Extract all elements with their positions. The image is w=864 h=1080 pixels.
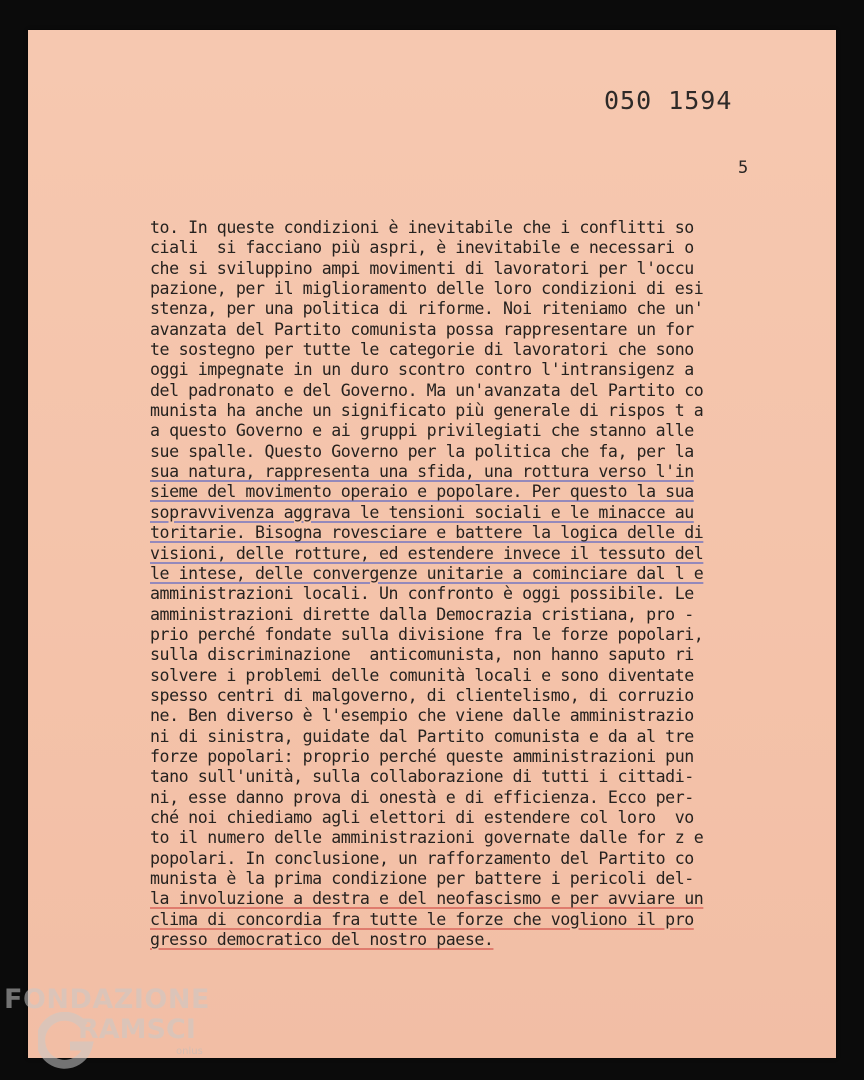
text-line: ni, esse danno prova di onestà e di efficienza. Ecco per- — [150, 787, 694, 807]
text-line: a questo Governo e ai gruppi privilegiati che stanno alle — [150, 421, 694, 441]
text-line: oggi impegnate in un duro scontro contro l'intransigenz a — [150, 360, 694, 380]
body-text — [150, 218, 790, 950]
text-line: tano sull'unità, sulla collaborazione di tutti i cittadi- — [150, 767, 694, 787]
watermark-line2: RAMSCI — [78, 1014, 196, 1045]
text-line-highlighted: visioni, delle rotture, ed estendere invece il tessuto del — [150, 543, 704, 563]
text-line: to. In queste condizioni è inevitabile che i conflitti so — [150, 218, 694, 237]
watermark-line1: FONDAZIONE — [4, 984, 210, 1015]
text-line: forze popolari: proprio perché queste amministrazioni pun — [150, 746, 694, 766]
text-line: te sostegno per tutte le categorie di lavoratori che sono — [150, 340, 694, 360]
text-line-highlighted: le intese, delle convergenze unitarie a cominciare dal l e — [150, 563, 704, 583]
typewritten-sheet — [28, 30, 836, 1058]
text-line: pazione, per il miglioramento delle loro condizioni di esi — [150, 279, 704, 299]
text-line: solvere i problemi delle comunità locali e sono diventate — [150, 665, 694, 685]
text-line: ne. Ben diverso è l'esempio che viene dalle amministrazio — [150, 706, 694, 726]
text-line-highlighted: sua natura, rappresenta una sfida, una rottura verso l'in — [150, 462, 694, 482]
text-line: avanzata del Partito comunista possa rappresentare un for — [150, 319, 694, 339]
text-line-highlighted: sieme del movimento operaio e popolare. Per questo la sua — [150, 482, 694, 502]
text-line: to il numero delle amministrazioni governate dalle for z e — [150, 828, 704, 848]
text-line: popolari. In conclusione, un rafforzamento del Partito co — [150, 848, 694, 868]
page-number: 5 — [738, 158, 749, 178]
text-line: munista è la prima condizione per battere i pericoli del- — [150, 869, 694, 888]
text-line: amministrazioni locali. Un confronto è oggi possibile. Le — [150, 584, 694, 604]
text-line: che si sviluppino ampi movimenti di lavoratori per l'occu — [150, 258, 694, 278]
text-line: ciali si facciano più aspri, è inevitabile e necessari o — [150, 238, 694, 258]
text-line: ni di sinistra, guidate dal Partito comunista e da al tre — [150, 726, 694, 746]
text-line: prio perché fondate sulla divisione fra le forze popolari, — [150, 624, 704, 644]
watermark-suffix: onlus — [176, 1046, 203, 1057]
text-line: amministrazioni dirette dalla Democrazia cristiana, pro - — [150, 604, 694, 624]
text-line-highlighted: toritarie. Bisogna rovesciare e battere la logica delle di — [150, 523, 704, 543]
text-line-highlighted: clima di concordia fra tutte le forze che vogliono il pro — [150, 909, 694, 929]
text-line: ché noi chiediamo agli elettori di estendere col loro vo — [150, 807, 694, 827]
text-line: stenza, per una politica di riforme. Noi riteniamo che un' — [150, 299, 704, 319]
text-line: sue spalle. Questo Governo per la politica che fa, per la — [150, 441, 694, 461]
text-line: spesso centri di malgoverno, di clientelismo, di corruzio — [150, 685, 694, 705]
text-line-highlighted: sopravvivenza aggrava le tensioni sociali e le minacce au — [150, 502, 694, 522]
text-line-highlighted: gresso democratico del nostro paese. — [150, 930, 494, 950]
text-line: munista ha anche un significato più generale di rispos t a — [150, 401, 704, 421]
text-line: sulla discriminazione anticomunista, non hanno saputo ri — [150, 645, 694, 665]
text-line-highlighted: la involuzione a destra e del neofascismo e per avviare un — [150, 889, 704, 909]
text-line: del padronato e del Governo. Ma un'avanzata del Partito co — [150, 380, 704, 400]
fondazione-gramsci-watermark — [4, 984, 219, 1076]
archive-number: 050 1594 — [604, 86, 733, 115]
